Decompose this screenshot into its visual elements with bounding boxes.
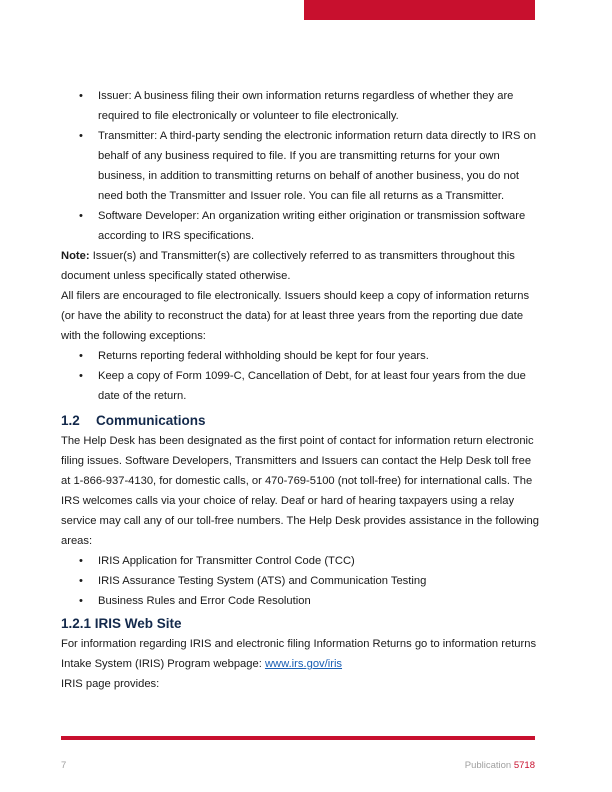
section-title: Communications bbox=[96, 413, 206, 428]
exceptions-list bbox=[61, 346, 541, 406]
section-number: 1.2 bbox=[61, 413, 80, 428]
list-item: • IRIS Assurance Testing System (ATS) and Communication Testing bbox=[61, 571, 541, 591]
list-item: • Business Rules and Error Code Resolution bbox=[61, 591, 541, 611]
iris-link[interactable]: www.irs.gov/iris bbox=[264, 658, 343, 670]
iris-paragraph bbox=[61, 634, 541, 674]
section-heading-communications bbox=[61, 411, 541, 431]
publication-label bbox=[465, 760, 535, 771]
note-paragraph bbox=[61, 246, 541, 286]
iris-provides-text: IRIS page provides: bbox=[61, 678, 160, 690]
note-label: Note: bbox=[61, 250, 90, 262]
header-accent-bar bbox=[304, 0, 535, 20]
note-text: Issuer(s) and Transmitter(s) are collectively referred to as transmitters throughout this document unless specifically stated otherwise. bbox=[61, 250, 515, 282]
publication-text: Publication bbox=[464, 760, 512, 771]
list-item: • IRIS Application for Transmitter Control Code (TCC) bbox=[61, 551, 541, 571]
list-item: • Software Developer: An organization writing either origination or transmission software according to IRS specifications. bbox=[61, 206, 541, 246]
filers-paragraph: All filers are encouraged to file electronically. Issuers should keep a copy of information returns (or have the ability to reconstruct the data) for at least three years from the reporting due date with the following exceptions: bbox=[61, 290, 530, 342]
iris-body-text: For information regarding IRIS and electronic filing Information Returns go to information returns Intake System (IRIS) Program webpage: bbox=[61, 638, 537, 670]
list-item: • Issuer: A business filing their own information returns regardless of whether they are required to file electronically or volunteer to file electronically. bbox=[61, 86, 541, 126]
section-heading-iris-web-site: 1.2.1 IRIS Web Site bbox=[61, 616, 182, 631]
page-content bbox=[61, 86, 541, 694]
help-desk-areas-list bbox=[61, 551, 541, 611]
page-number: 7 bbox=[61, 760, 67, 771]
publication-number: 5718 bbox=[513, 760, 535, 771]
footer-rule bbox=[61, 736, 535, 740]
list-item: • Keep a copy of Form 1099-C, Cancellation of Debt, for at least four years from the due date of the return. bbox=[61, 366, 541, 406]
communications-paragraph: The Help Desk has been designated as the first point of contact for information return electronic filing issues. Software Developers, Transmitters and Issuers can contact the Help Desk toll free at 1-866-937-4130, for domestic calls, or 470-769-5100 (not toll-free) for international calls. The IRS welcomes calls via your choice of relay. Deaf or hard of hearing taxpayers using a relay service may call any of our toll-free numbers. The Help Desk provides assistance in the following areas: bbox=[61, 435, 539, 547]
roles-list bbox=[61, 86, 541, 246]
list-item: • Transmitter: A third-party sending the electronic information return data directly to IRS on behalf of any business required to file. If you are transmitting returns for your own business, in addition to transmitting returns on behalf of another business, you do not need both the Transmitter and Issuer role. You can file all returns as a Transmitter. bbox=[61, 126, 541, 206]
list-item: • Returns reporting federal withholding should be kept for four years. bbox=[61, 346, 541, 366]
